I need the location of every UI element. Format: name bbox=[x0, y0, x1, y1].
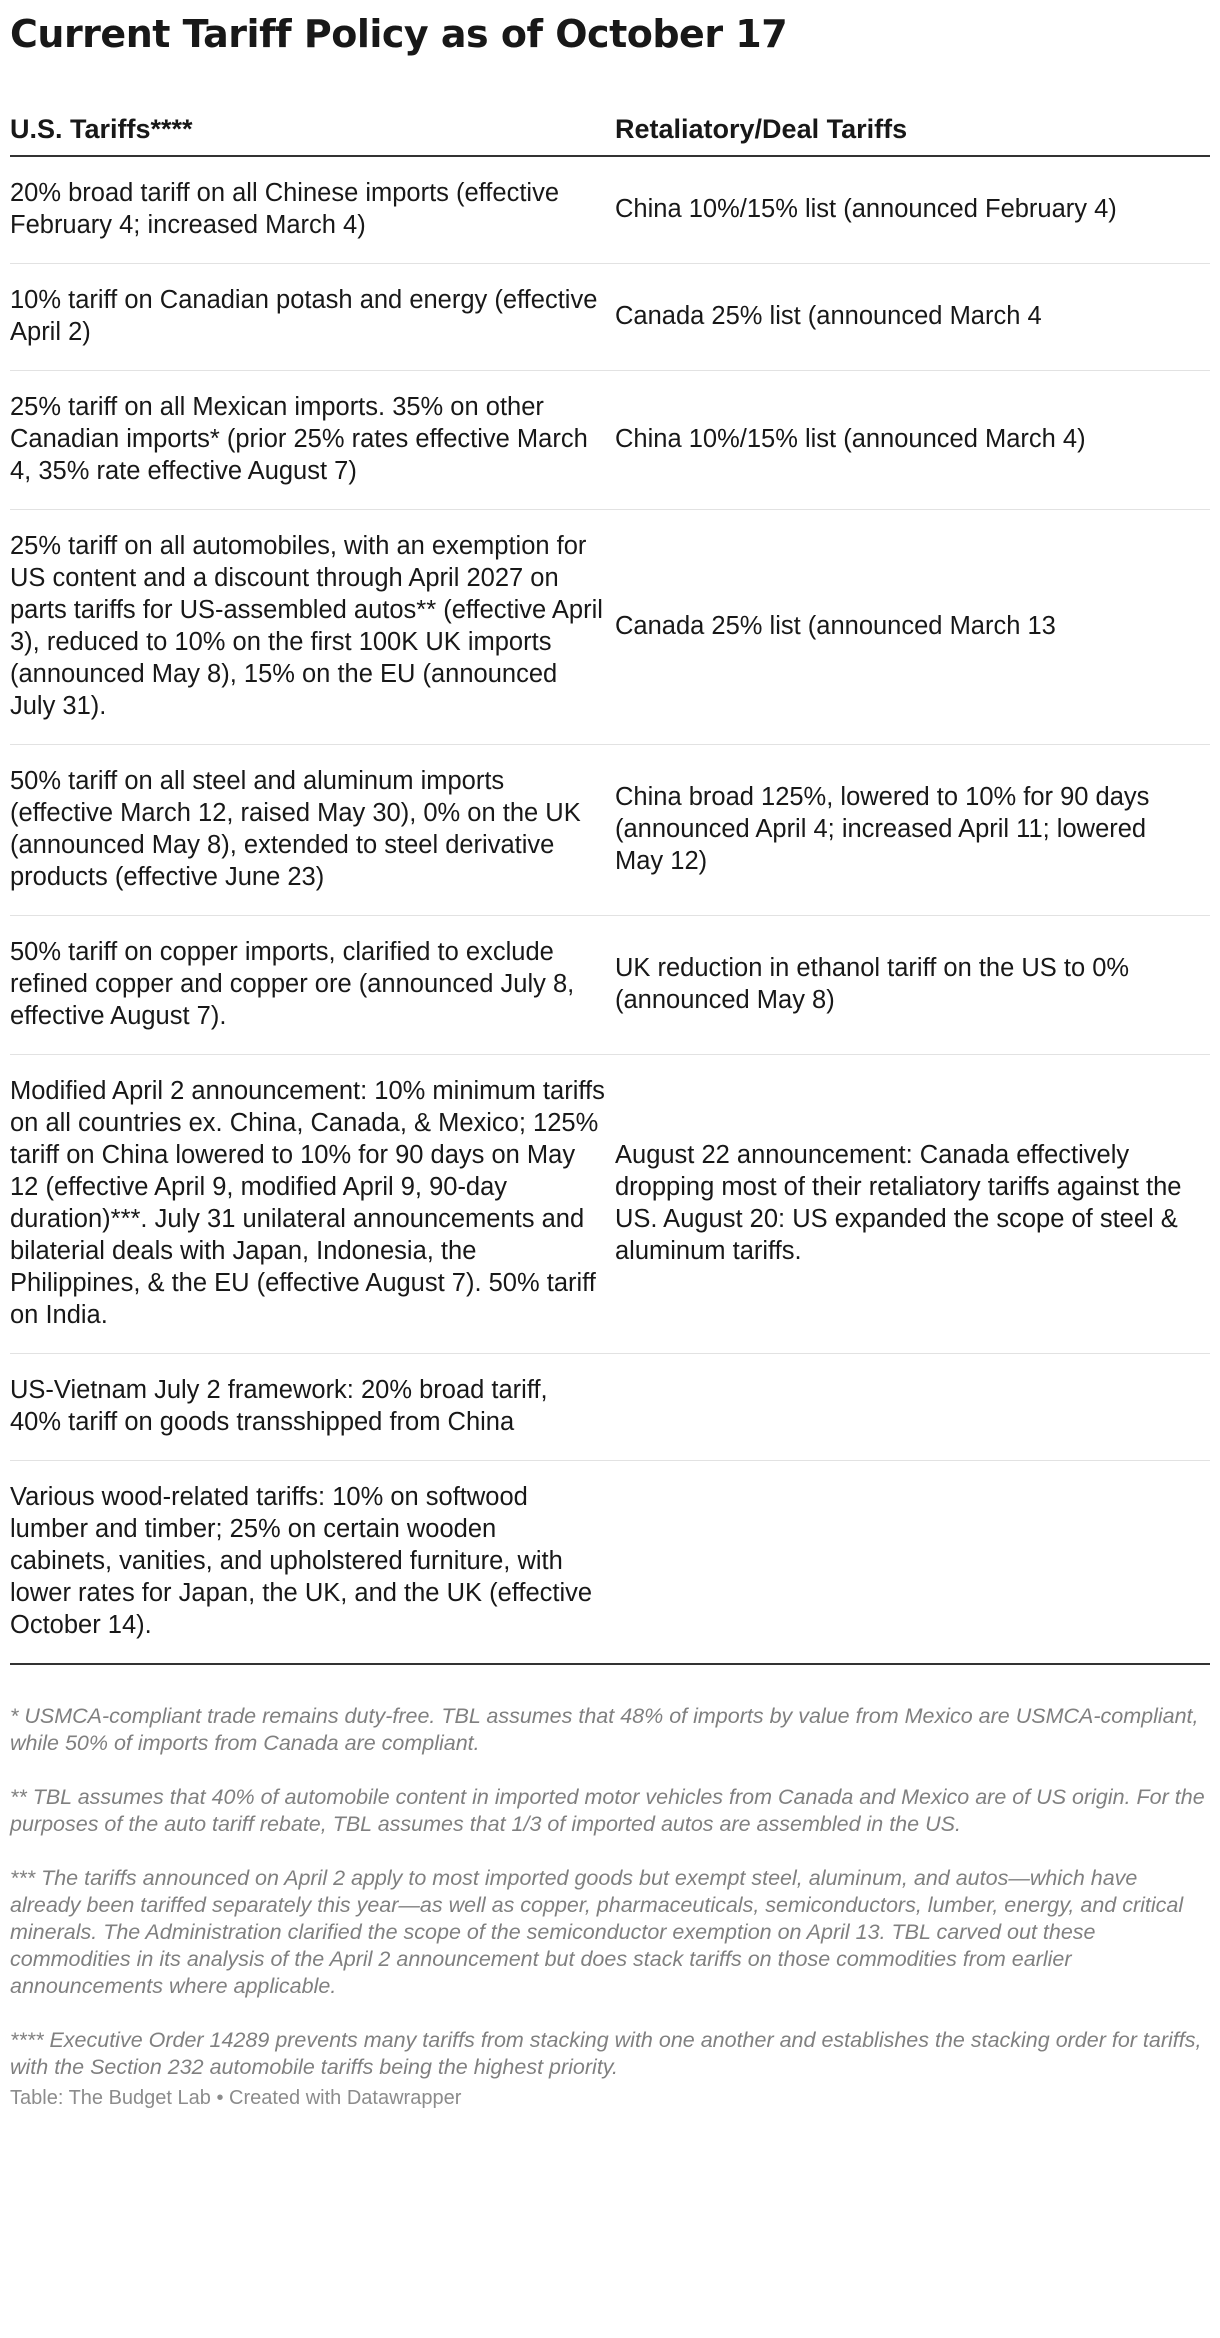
us-tariff-cell: Various wood-related tariffs: 10% on softwood lumber and timber; 25% on certain wooden cabinets, vanities, and upholstered furniture, with lower rates for Japan, the UK, and the UK (effective October 14). bbox=[10, 1461, 615, 1665]
column-header-retaliatory-tariffs: Retaliatory/Deal Tariffs bbox=[615, 113, 1210, 156]
table-row bbox=[10, 916, 1210, 1055]
tariff-table bbox=[10, 113, 1210, 1665]
source-credit: Table: The Budget Lab • Created with Datawrapper bbox=[10, 2087, 462, 2109]
table-row bbox=[10, 1055, 1210, 1354]
retaliatory-tariff-cell bbox=[615, 1461, 1210, 1665]
us-tariff-cell: 50% tariff on all steel and aluminum imports (effective March 12, raised May 30), 0% on the UK (announced May 8), extended to steel derivative products (effective June 23) bbox=[10, 745, 615, 916]
table-row bbox=[10, 1354, 1210, 1461]
retaliatory-tariff-cell: Canada 25% list (announced March 4 bbox=[615, 264, 1210, 371]
retaliatory-tariff-cell: China broad 125%, lowered to 10% for 90 days (announced April 4; increased April 11; lowered May 12) bbox=[615, 745, 1210, 916]
footnote-stacking-order: **** Executive Order 14289 prevents many tariffs from stacking with one another and establishes the stacking order for tariffs, with the Section 232 automobile tariffs being the highest priority. bbox=[10, 2028, 1202, 2079]
retaliatory-tariff-cell: UK reduction in ethanol tariff on the US to 0% (announced May 8) bbox=[615, 916, 1210, 1055]
retaliatory-tariff-cell bbox=[615, 1354, 1210, 1461]
retaliatory-tariff-cell: China 10%/15% list (announced February 4) bbox=[615, 156, 1210, 264]
footnotes bbox=[10, 1703, 1210, 2081]
page-title: Current Tariff Policy as of October 17 bbox=[10, 12, 788, 56]
table-header-row bbox=[10, 113, 1210, 156]
us-tariff-cell: US-Vietnam July 2 framework: 20% broad tariff, 40% tariff on goods transshipped from China bbox=[10, 1354, 615, 1461]
column-header-us-tariffs: U.S. Tariffs**** bbox=[10, 113, 615, 156]
table-row bbox=[10, 510, 1210, 745]
retaliatory-tariff-cell: August 22 announcement: Canada effectively dropping most of their retaliatory tariffs against the US. August 20: US expanded the scope of steel & aluminum tariffs. bbox=[615, 1055, 1210, 1354]
retaliatory-tariff-cell: Canada 25% list (announced March 13 bbox=[615, 510, 1210, 745]
us-tariff-cell: 10% tariff on Canadian potash and energy (effective April 2) bbox=[10, 264, 615, 371]
us-tariff-cell: 25% tariff on all automobiles, with an exemption for US content and a discount through April 2027 on parts tariffs for US-assembled autos** (effective April 3), reduced to 10% on the first 100K UK imports (announced May 8), 15% on the EU (announced July 31). bbox=[10, 510, 615, 745]
us-tariff-cell: 20% broad tariff on all Chinese imports (effective February 4; increased March 4) bbox=[10, 156, 615, 264]
footnote-usmca: * USMCA-compliant trade remains duty-free. TBL assumes that 48% of imports by value from Mexico are USMCA-compliant, while 50% of imports from Canada are compliant. bbox=[10, 1704, 1199, 1755]
table-row bbox=[10, 264, 1210, 371]
us-tariff-cell: 50% tariff on copper imports, clarified to exclude refined copper and copper ore (announced July 8, effective August 7). bbox=[10, 916, 615, 1055]
us-tariff-cell: 25% tariff on all Mexican imports. 35% on other Canadian imports* (prior 25% rates effective March 4, 35% rate effective August 7) bbox=[10, 371, 615, 510]
retaliatory-tariff-cell: China 10%/15% list (announced March 4) bbox=[615, 371, 1210, 510]
table-row bbox=[10, 1461, 1210, 1665]
table-row bbox=[10, 371, 1210, 510]
table-row bbox=[10, 745, 1210, 916]
footnote-auto-content: ** TBL assumes that 40% of automobile content in imported motor vehicles from Canada and Mexico are of US origin. For the purposes of the auto tariff rebate, TBL assumes that 1/3 of imported autos are assembled in the US. bbox=[10, 1785, 1205, 1836]
us-tariff-cell: Modified April 2 announcement: 10% minimum tariffs on all countries ex. China, Canada, & Mexico; 125% tariff on China lowered to 10% for 90 days on May 12 (effective April 9, modified April 9, 90-day duration)***. July 31 unilateral announcements and bilaterial deals with Japan, Indonesia, the Philippines, & the EU (effective August 7). 50% tariff on India. bbox=[10, 1055, 615, 1354]
table-row bbox=[10, 156, 1210, 264]
footnote-april-2-exemptions: *** The tariffs announced on April 2 apply to most imported goods but exempt steel, aluminum, and autos—which have already been tariffed separately this year—as well as copper, pharmaceuticals, semiconductors, lumber, energy, and critical minerals. The Administration clarified the scope of the semiconductor exemption on April 13. TBL carved out these commodities in its analysis of the April 2 announcement but does stack tariffs on those commodities from earlier announcements where applicable. bbox=[10, 1866, 1184, 1998]
